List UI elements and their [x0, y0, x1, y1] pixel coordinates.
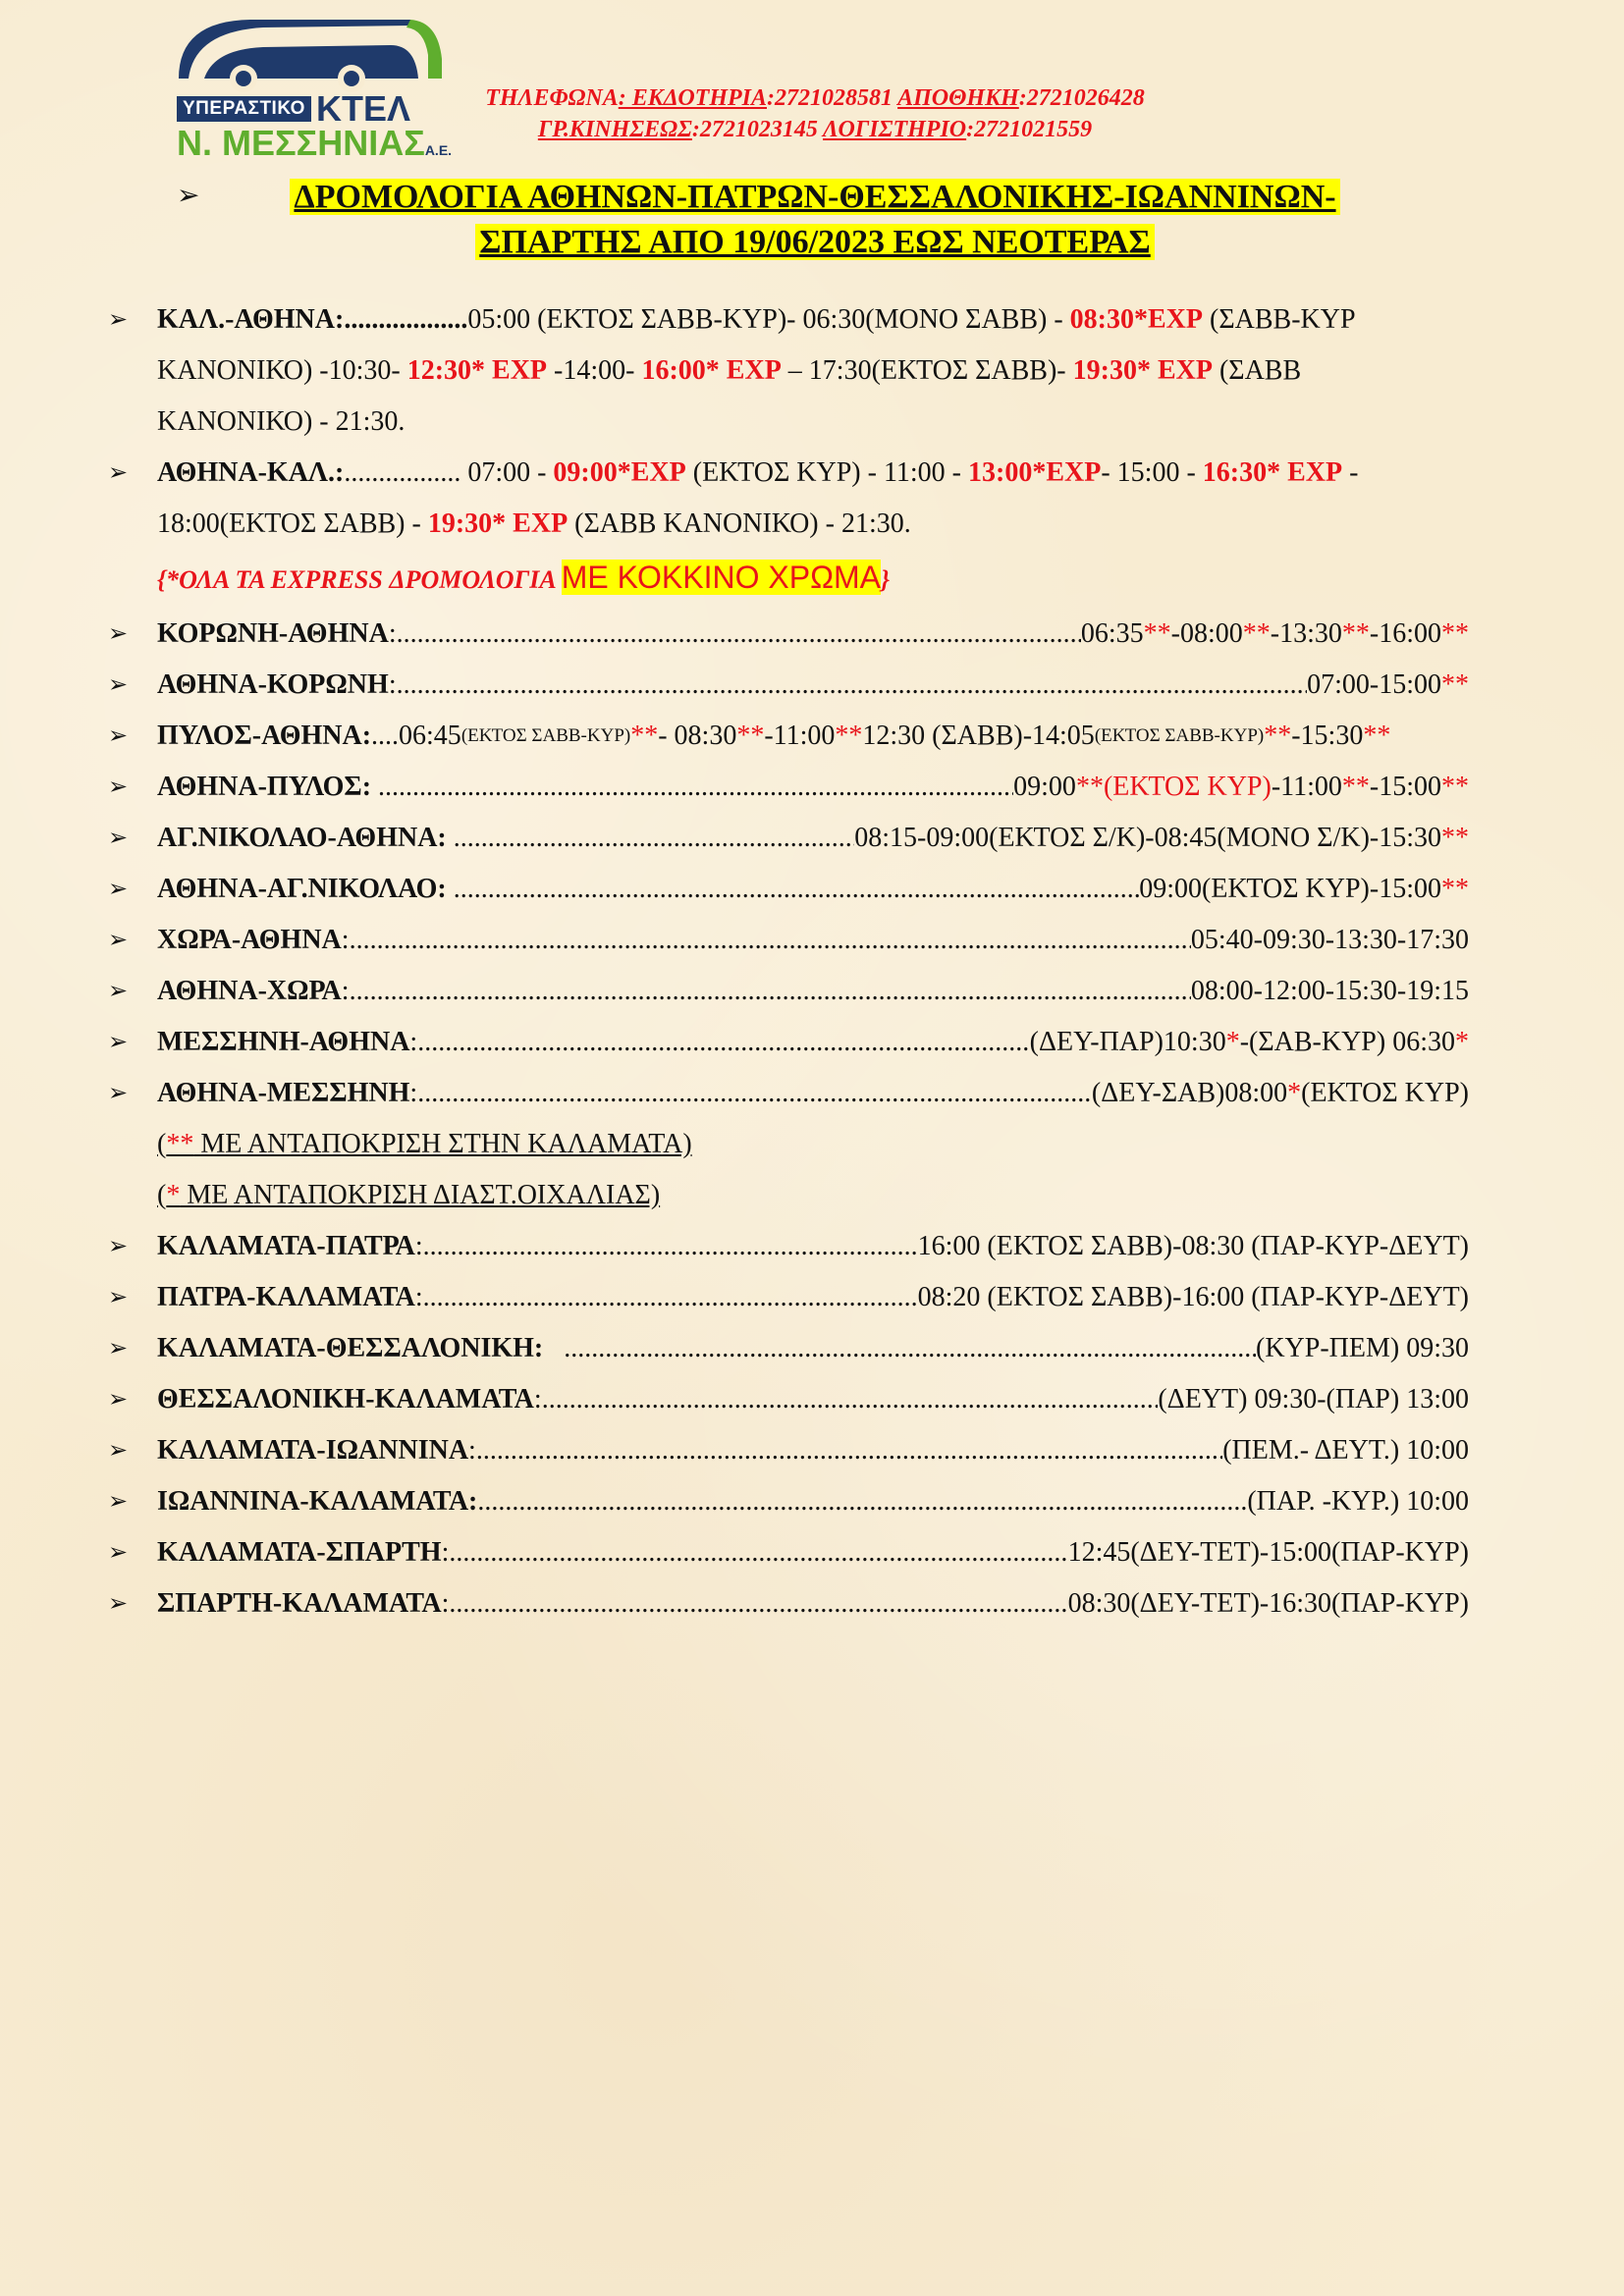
arrow-bullet-icon: ➢: [108, 621, 129, 647]
company-logo: [175, 20, 453, 163]
note-oichalia-connection: (* ΜΕ ΑΝΤΑΠΟΚΡΙΣΗ ΔΙΑΣΤ.ΟΙΧΑΛΙΑΣ): [157, 1180, 661, 1210]
title-line-1: ΔΡΟΜΟΛΟΓΙΑ ΑΘΗΝΩΝ-ΠΑΤΡΩΝ-ΘΕΣΣΑΛΟΝΙΚΗΣ-ΙΩΑΝΝΙΝΩΝ-: [290, 179, 1339, 215]
logo-brand: ΚΤΕΛ: [316, 88, 411, 129]
arrow-bullet-icon: ➢: [177, 181, 200, 211]
route-agnikolao-athina: ➢ ΑΓ.ΝΙΚΟΛΑΟ-ΑΘΗΝΑ: ..... 08:15-09:00(ΕΚΤΟΣ Σ/Κ)-08:45(ΜΟΝΟ Σ/Κ)-15:30 **: [157, 813, 1469, 864]
arrow-bullet-icon: ➢: [108, 307, 129, 333]
arrow-bullet-icon: ➢: [108, 774, 129, 800]
arrow-bullet-icon: ➢: [108, 1387, 129, 1413]
route-pylos-athina: ➢ ΠΥΛΟΣ-ΑΘΗΝΑ: .... 06:45 (ΕΚΤΟΣ ΣΑΒΒ-ΚΥΡ) ** - 08:30 ** -11:00 ** 12:30 (ΣΑΒΒ)-14:05 (ΕΚΤΟΣ ΣΑΒΒ-ΚΥΡ) ** -15:30 **: [157, 711, 1469, 762]
express-note: {*ΟΛΑ ΤΑ EXPRESS ΔΡΟΜΟΛΟΓΙΑ ΜΕ ΚΟΚΚΙΝΟ ΧΡΩΜΑ}: [157, 560, 891, 595]
logo-region: Ν. ΜΕΣΣΗΝΙΑΣΑ.Ε.: [177, 123, 453, 163]
route-kalamata-thessaloniki: ➢ ΚΑΛΑΜΑΤΑ-ΘΕΣΣΑΛΟΝΙΚΗ: ..... (ΚΥΡ-ΠΕΜ) 09:30: [157, 1323, 1469, 1374]
route-athina-koroni: ➢ ΑΘΗΝΑ-ΚΟΡΩΝΗ : ..... 07:00-15:00 **: [157, 660, 1469, 711]
phone-numbers: ΤΗΛΕΦΩΝΑ: ΕΚΔΟΤΗΡΙΑ:2721028581 ΑΠΟΘΗΚΗ:2721026428 ΓΡ.ΚΙΝΗΣΕΩΣ:2721023145 ΛΟΓΙΣΤΗΡΙΟ:2721021559: [485, 85, 1145, 142]
arrow-bullet-icon: ➢: [108, 826, 129, 851]
arrow-bullet-icon: ➢: [108, 723, 129, 749]
arrow-bullet-icon: ➢: [108, 1540, 129, 1566]
arrow-bullet-icon: ➢: [108, 877, 129, 902]
route-athina-chora: ➢ ΑΘΗΝΑ-ΧΩΡΑ : ..... 08:00-12:00-15:30-19:15: [157, 966, 1469, 1017]
route-kalamata-ioannina: ➢ ΚΑΛΑΜΑΤΑ-ΙΩΑΝΝΙΝΑ : ..... (ΠΕΜ.- ΔΕΥΤ.) 10:00: [157, 1425, 1469, 1476]
route-chora-athina: ➢ ΧΩΡΑ-ΑΘΗΝΑ : ..... 05:40-09:30-13:30-17:30: [157, 915, 1469, 966]
route-koroni-athina: ➢ ΚΟΡΩΝΗ-ΑΘΗΝΑ : ..... 06:35 ** -08:00 ** -13:30 ** -16:00 **: [157, 609, 1469, 660]
arrow-bullet-icon: ➢: [108, 460, 129, 486]
route-messini-athina: ➢ ΜΕΣΣΗΝΗ-ΑΘΗΝΑ : ..... (ΔΕΥ-ΠΑΡ)10:30 * -(ΣΑΒ-ΚΥΡ) 06:30 *: [157, 1017, 1469, 1068]
arrow-bullet-icon: ➢: [108, 672, 129, 698]
arrow-bullet-icon: ➢: [108, 1234, 129, 1259]
route-athina-kal: ➢ ΑΘΗΝΑ-ΚΑΛ.:................. 07:00 - 09:00*ΕΧΡ (ΕΚΤΟΣ ΚΥΡ) - 11:00 - 13:00*ΕΧΡ- 15:00 - 16:30* ΕΧΡ - 18:00(ΕΚΤΟΣ ΣΑΒΒ) - 19:30* ΕΧΡ (ΣΑΒΒ ΚΑΝΟΝΙΚΟ) - 21:30.: [157, 448, 1469, 550]
arrow-bullet-icon: ➢: [108, 1285, 129, 1310]
arrow-bullet-icon: ➢: [108, 1030, 129, 1055]
route-athina-agnikolao: ➢ ΑΘΗΝΑ-ΑΓ.ΝΙΚΟΛΑΟ: ..... 09:00(ΕΚΤΟΣ ΚΥΡ)-15:00 **: [157, 864, 1469, 915]
note-kalamata-connection: (** ΜΕ ΑΝΤΑΠΟΚΡΙΣΗ ΣΤΗΝ ΚΑΛΑΜΑΤΑ): [157, 1129, 692, 1159]
route-kal-athina: ➢ ΚΑΛ.-ΑΘΗΝΑ:..................05:00 (ΕΚΤΟΣ ΣΑΒΒ-ΚΥΡ)- 06:30(ΜΟΝΟ ΣΑΒΒ) - 08:30*ΕΧΡ (ΣΑΒΒ-ΚΥΡ ΚΑΝΟΝΙΚΟ) -10:30- 12:30* ΕΧΡ -14:00- 16:00* ΕΧΡ – 17:30(ΕΚΤΟΣ ΣΑΒΒ)- 19:30* ΕΧΡ (ΣΑΒΒ ΚΑΝΟΝΙΚΟ) - 21:30.: [157, 294, 1469, 448]
route-thessaloniki-kalamata: ➢ ΘΕΣΣΑΛΟΝΙΚΗ-ΚΑΛΑΜΑΤΑ : ..... (ΔΕΥΤ) 09:30-(ΠΑΡ) 13:00: [157, 1374, 1469, 1425]
title-line-2: ΣΠΑΡΤΗΣ ΑΠΟ 19/06/2023 ΕΩΣ ΝΕΟΤΕΡΑΣ: [475, 224, 1155, 260]
route-kalamata-sparti: ➢ ΚΑΛΑΜΑΤΑ-ΣΠΑΡΤΗ : ..... 12:45(ΔΕΥ-ΤΕΤ)-15:00(ΠΑΡ-ΚΥΡ): [157, 1527, 1469, 1578]
route-patra-kalamata: ➢ ΠΑΤΡΑ-ΚΑΛΑΜΑΤΑ : ..... 08:20 (ΕΚΤΟΣ ΣΑΒΒ)-16:00 (ΠΑΡ-ΚΥΡ-ΔΕΥΤ): [157, 1272, 1469, 1323]
route-athina-messini: ➢ ΑΘΗΝΑ-ΜΕΣΣΗΝΗ : ..... (ΔΕΥ-ΣΑΒ)08:00 * (ΕΚΤΟΣ ΚΥΡ): [157, 1068, 1469, 1119]
arrow-bullet-icon: ➢: [108, 1336, 129, 1362]
arrow-bullet-icon: ➢: [108, 1489, 129, 1515]
route-athina-pylos: ➢ ΑΘΗΝΑ-ΠΥΛΟΣ: ..... 09:00 ** (ΕΚΤΟΣ ΚΥΡ) -11:00 ** -15:00 **: [157, 762, 1469, 813]
route-kalamata-patra: ➢ ΚΑΛΑΜΑΤΑ-ΠΑΤΡΑ : ..... 16:00 (ΕΚΤΟΣ ΣΑΒΒ)-08:30 (ΠΑΡ-ΚΥΡ-ΔΕΥΤ): [157, 1221, 1469, 1272]
page-title: [177, 175, 1453, 265]
route-ioannina-kalamata: ➢ ΙΩΑΝΝΙΝΑ-ΚΑΛΑΜΑΤΑ: ..... (ΠΑΡ. -ΚΥΡ.) 10:00: [157, 1476, 1469, 1527]
logo-subtitle: ΥΠΕΡΑΣΤΙΚΟ: [177, 96, 311, 122]
arrow-bullet-icon: ➢: [108, 1591, 129, 1617]
arrow-bullet-icon: ➢: [108, 928, 129, 953]
arrow-bullet-icon: ➢: [108, 1438, 129, 1464]
route-sparti-kalamata: ➢ ΣΠΑΡΤΗ-ΚΑΛΑΜΑΤΑ : ..... 08:30(ΔΕΥ-ΤΕΤ)-16:30(ΠΑΡ-ΚΥΡ): [157, 1578, 1469, 1629]
arrow-bullet-icon: ➢: [108, 979, 129, 1004]
arrow-bullet-icon: ➢: [108, 1081, 129, 1106]
